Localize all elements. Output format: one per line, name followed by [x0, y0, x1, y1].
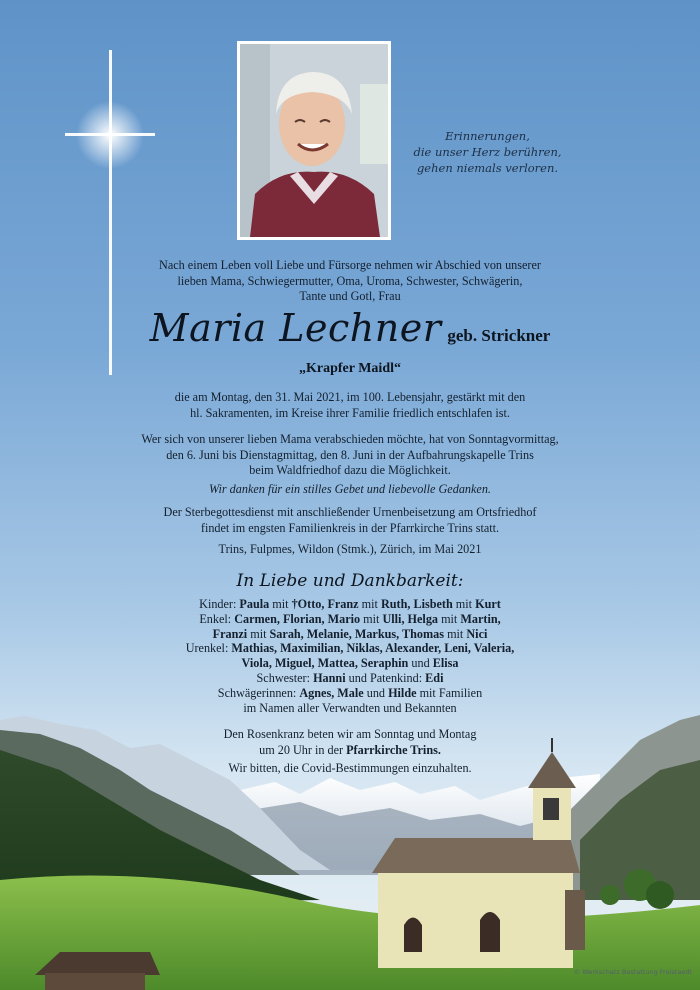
- quote-line: gehen niemals verloren.: [416, 161, 559, 175]
- family-connector: und: [408, 656, 433, 671]
- family-names: †Otto, Franz: [291, 597, 359, 611]
- family-names: Martin,: [460, 611, 501, 626]
- photo-credit: © Werkschatz Bestattung Freistaedt: [573, 968, 692, 976]
- family-names: Nici: [466, 626, 488, 641]
- rosary-notice: [150, 727, 550, 758]
- portrait-photo: [237, 41, 391, 240]
- family-label: Schwägerinnen:: [217, 685, 297, 700]
- intro-text: [150, 258, 550, 305]
- deceased-name: Maria Lechner: [149, 306, 442, 350]
- family-names: Paula: [239, 597, 270, 611]
- intro-line: Tante und Gotl, Frau: [299, 289, 401, 303]
- family-row-schwaegerinnen: [150, 686, 550, 701]
- family-row-kinder: [150, 597, 550, 612]
- family-row-urenkel-cont: [150, 656, 550, 671]
- family-row-enkel: [150, 612, 550, 627]
- family-connector: mit: [358, 597, 381, 611]
- deceased-name-row: [120, 306, 580, 362]
- covid-notice: Wir bitten, die Covid-Bestimmungen einzuhalten.: [228, 761, 472, 775]
- visitation-line: Wer sich von unserer lieben Mama verabschieden möchte, hat von Sonntagvormittag,: [141, 432, 559, 446]
- death-notice: [150, 390, 550, 421]
- intro-line: Nach einem Leben voll Liebe und Fürsorge nehmen wir Abschied von unserer: [159, 258, 541, 272]
- visitation-line: den 6. Juni bis Dienstagmittag, den 8. Juni in der Aufbahrungskapelle Trins: [166, 447, 534, 462]
- family-label: Kinder:: [199, 597, 237, 611]
- service-line: findet im engsten Familienkreis in der Pfarrkirche Trins statt.: [200, 520, 500, 535]
- family-names: Franzi: [212, 626, 248, 641]
- family-row-urenkel: [150, 641, 550, 656]
- family-row-schwester: [150, 671, 550, 686]
- thanks-heading: In Liebe und Dankbarkeit:: [236, 571, 464, 591]
- family-list: [150, 597, 550, 715]
- thanks-line: Wir danken für ein stilles Gebet und liebevolle Gedanken.: [209, 482, 491, 496]
- family-label: Schwester:: [256, 670, 311, 685]
- family-connector: mit: [452, 597, 476, 611]
- service-line: Der Sterbegottesdienst mit anschließender Urnenbeisetzung am Ortsfriedhof: [163, 505, 537, 519]
- family-names: Viola, Miguel, Mattea, Seraphin: [241, 656, 409, 671]
- visitation-line: beim Waldfriedhof dazu die Möglichkeit.: [249, 463, 451, 477]
- family-names: Ulli, Helga: [382, 611, 439, 626]
- family-names: Carmen, Florian, Mario: [234, 611, 361, 626]
- family-names: Hanni: [313, 670, 346, 685]
- family-names: Mathias, Maximilian, Niklas, Alexander, Leni, Valeria,: [231, 641, 515, 656]
- death-notice-line: hl. Sakramenten, im Kreise ihrer Familie friedlich entschlafen ist.: [190, 405, 510, 420]
- family-closing: im Namen aller Verwandten und Bekannten: [243, 700, 457, 715]
- family-label: Urenkel:: [185, 641, 229, 656]
- family-names: Sarah, Melanie, Markus, Thomas: [269, 626, 445, 641]
- nickname: „Krapfer Maidl“: [298, 361, 401, 376]
- family-connector: und: [363, 685, 389, 700]
- quote-line: Erinnerungen,: [445, 129, 530, 143]
- family-label: Enkel:: [199, 611, 232, 626]
- family-names: Elisa: [432, 656, 459, 671]
- family-connector: und Patenkind:: [345, 670, 426, 685]
- family-connector: mit Familien: [416, 685, 483, 700]
- family-row-enkel-cont: [150, 627, 550, 642]
- service-notice: [150, 505, 550, 536]
- rosary-line: Den Rosenkranz beten wir am Sonntag und Montag: [223, 727, 477, 741]
- family-connector: mit: [269, 597, 292, 611]
- quote-line: die unser Herz berühren,: [413, 145, 562, 159]
- family-names: Edi: [425, 670, 444, 685]
- place-date: Trins, Fulpmes, Wildon (Stmk.), Zürich, im Mai 2021: [218, 542, 482, 556]
- family-names: Kurt: [475, 597, 501, 611]
- family-connector: mit: [444, 626, 467, 641]
- family-connector: mit: [247, 626, 270, 641]
- memorial-quote: [400, 128, 575, 176]
- death-notice-line: die am Montag, den 31. Mai 2021, im 100. Lebensjahr, gestärkt mit den: [174, 390, 526, 404]
- family-connector: mit: [438, 611, 461, 626]
- maiden-name: geb. Strickner: [447, 326, 551, 345]
- family-names: Agnes, Male: [299, 685, 364, 700]
- family-names: Ruth, Lisbeth: [380, 597, 453, 611]
- rosary-line: [150, 743, 550, 759]
- family-names: Hilde: [388, 685, 417, 700]
- rosary-church: Pfarrkirche Trins.: [346, 742, 441, 757]
- visitation-notice: [140, 432, 560, 479]
- intro-line: lieben Mama, Schwiegermutter, Oma, Uroma, Schwester, Schwägerin,: [177, 273, 523, 288]
- rosary-time: um 20 Uhr in der: [259, 742, 347, 757]
- family-connector: mit: [360, 611, 383, 626]
